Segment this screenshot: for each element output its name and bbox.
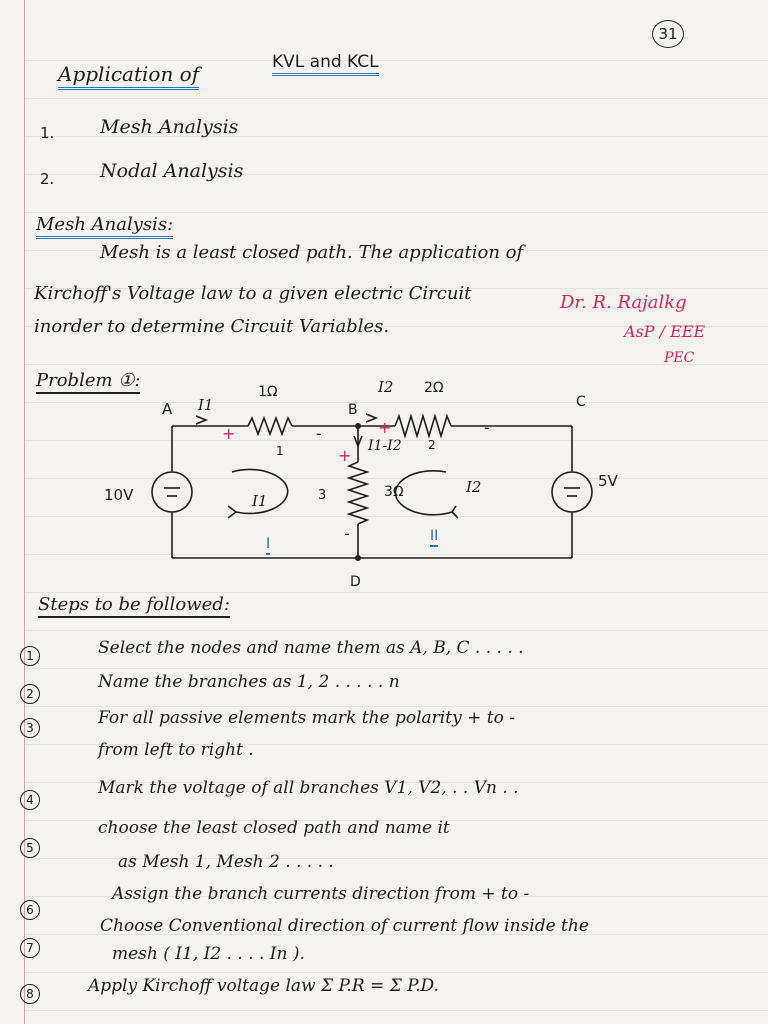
r3-value: 3Ω [384,484,404,500]
method-2-num: 2. [40,170,55,188]
branch-2-number: 2 [428,438,436,452]
r2-minus: - [484,418,490,437]
author-college: PEC [664,350,695,366]
step-3-number: 3 [20,718,40,738]
r3-plus: + [338,446,352,465]
branch-1-number: 1 [276,444,284,458]
step-4-number: 4 [20,790,40,810]
step-6-number: 6 [20,900,40,920]
ruled-line [24,60,768,61]
method-1-num: 1. [40,124,55,142]
ruled-line [24,706,768,707]
current-i1-minus-i2-label: I1-I2 [368,438,402,454]
step-5-line-2: as Mesh 1, Mesh 2 . . . . . [118,852,334,872]
step-5-line-1: choose the least closed path and name it [98,818,450,838]
ruled-line [24,668,768,669]
node-c-label: C [576,394,586,410]
problem-heading: Problem ①: [36,370,140,394]
source-2-value: 5V [598,472,618,490]
step-7-line-2: mesh ( I1, I2 . . . . In ). [112,944,305,964]
source-1-value: 10V [104,486,134,504]
ruled-line [24,364,768,365]
r1-minus: - [316,424,322,443]
definition-line-1: Mesh is a least closed path. The application of [100,242,524,263]
r1-plus: + [222,424,236,443]
mesh-1-current: I1 [252,492,268,510]
step-2-number: 2 [20,684,40,704]
title-part1: Application of [58,62,199,90]
mesh-2-current: I2 [466,478,482,496]
margin-line [24,0,25,1024]
ruled-line [24,98,768,99]
r3-branch-number: 3 [318,488,327,503]
step-3-line-1: For all passive elements mark the polarity + to - [98,708,515,728]
page-number: 31 [652,20,684,48]
r3-minus: - [344,524,350,543]
step-7-number: 7 [20,938,40,958]
ruled-line [24,630,768,631]
step-1-line-1: Select the nodes and name them as A, B, C . . . . . [98,638,524,658]
author-name: Dr. R. Rajalkg [560,292,687,313]
step-1-number: 1 [20,646,40,666]
current-i2-label: I2 [378,378,394,396]
step-3-line-2: from left to right . [98,740,254,760]
step-5-number: 5 [20,838,40,858]
node-d-label: D [350,574,361,590]
ruled-line [24,1010,768,1011]
node-a-label: A [162,400,173,418]
mesh-2-label: II [430,528,438,547]
r2-plus: + [378,418,392,437]
step-7-line-1: Choose Conventional direction of current flow inside the [100,916,589,936]
steps-heading: Steps to be followed: [38,594,230,618]
definition-line-2: Kirchoff's Voltage law to a given electric Circuit [34,283,472,304]
mesh-1-label: I [266,536,270,555]
current-i1-label: I1 [198,396,214,414]
title-part2: KVL and KCL [272,52,379,76]
step-8-number: 8 [20,984,40,1004]
ruled-line [24,212,768,213]
mesh-heading: Mesh Analysis: [36,214,173,239]
r2-value: 2Ω [424,380,444,396]
r1-value: 1Ω [258,384,278,400]
author-dept: AsP / EEE [624,322,706,341]
method-2-text: Nodal Analysis [100,160,244,182]
node-b-label: B [348,402,358,418]
step-8-line-1: Apply Kirchoff voltage law Σ P.R = Σ P.D. [88,976,439,996]
definition-line-3: inorder to determine Circuit Variables. [34,316,390,337]
method-1-text: Mesh Analysis [100,116,239,138]
step-6-line-1: Assign the branch currents direction from + to - [112,884,530,904]
step-2-line-1: Name the branches as 1, 2 . . . . . n [98,672,400,692]
ruled-line [24,972,768,973]
step-4-line-1: Mark the voltage of all branches V1, V2, . . Vn . . [98,778,519,798]
